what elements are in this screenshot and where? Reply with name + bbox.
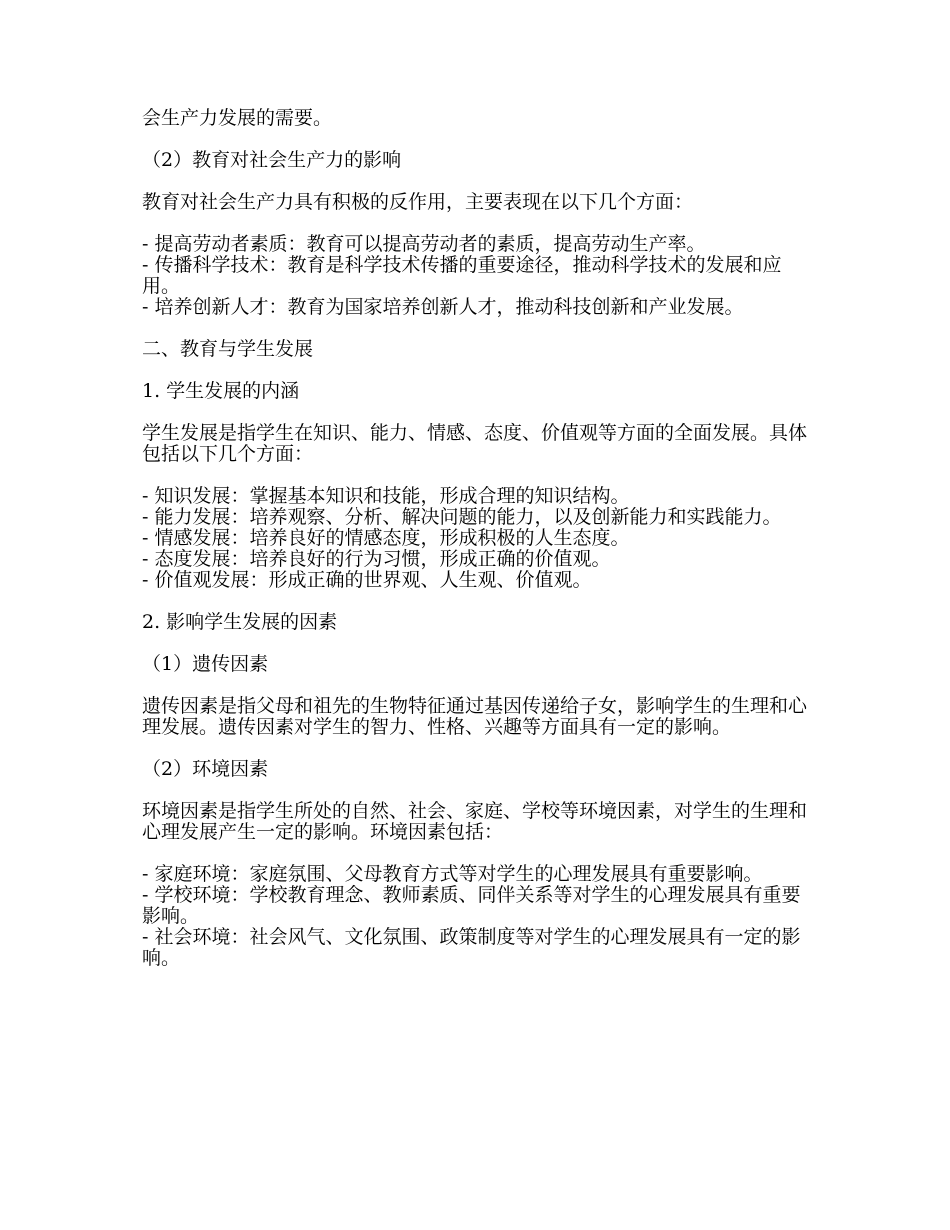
environment-list: [142, 864, 808, 969]
document-page: [142, 108, 808, 990]
intro-education-productivity: 教育对社会生产力具有积极的反作用，主要表现在以下几个方面：: [142, 191, 694, 213]
list-item: - 培养创新人才：教育为国家培养创新人才，推动科技创新和产业发展。: [142, 296, 744, 318]
environment-paragraph: 环境因素是指学生所处的自然、社会、家庭、学校等环境因素，对学生的生理和心理发展产生一定的影响。环境因素包括：: [142, 800, 808, 843]
list-item: - 态度发展：培养良好的行为习惯，形成正确的价值观。: [142, 548, 611, 570]
list-item: - 情感发展：培养良好的情感态度，形成积极的人生态度。: [142, 527, 630, 549]
list-item: - 能力发展：培养观察、分析、解决问题的能力，以及创新能力和实践能力。: [142, 506, 782, 528]
heredity-paragraph: 遗传因素是指父母和祖先的生物特征通过基因传递给子女，影响学生的生理和心理发展。遗传因素对学生的智力、性格、兴趣等方面具有一定的影响。: [142, 695, 808, 738]
continuation-text: 会生产力发展的需要。: [142, 107, 333, 129]
development-list: [142, 486, 808, 591]
list-item: - 家庭环境：家庭氛围、父母教育方式等对学生的心理发展具有重要影响。: [142, 863, 763, 885]
heading-heredity: （1）遗传因素: [142, 653, 269, 675]
section-heading-student-development: 二、教育与学生发展: [142, 338, 314, 360]
meaning-paragraph: 学生发展是指学生在知识、能力、情感、态度、价值观等方面的全面发展。具体包括以下几个方面：: [142, 422, 808, 465]
productivity-list: [142, 234, 808, 318]
heading-meaning: 1. 学生发展的内涵: [142, 380, 300, 402]
heading-factors: 2. 影响学生发展的因素: [142, 611, 338, 633]
heading-environment: （2）环境因素: [142, 758, 269, 780]
list-item: - 学校环境：学校教育理念、教师素质、同伴关系等对学生的心理发展具有重要影响。: [142, 884, 801, 927]
heading-education-productivity: （2）教育对社会生产力的影响: [142, 149, 402, 171]
list-item: - 传播科学技术：教育是科学技术传播的重要途径，推动科学技术的发展和应用。: [142, 254, 782, 297]
list-item: - 社会环境：社会风气、文化氛围、政策制度等对学生的心理发展具有一定的影响。: [142, 926, 801, 969]
list-item: - 知识发展：掌握基本知识和技能，形成合理的知识结构。: [142, 485, 630, 507]
list-item: - 价值观发展：形成正确的世界观、人生观、价值观。: [142, 569, 592, 591]
list-item: - 提高劳动者素质：教育可以提高劳动者的素质，提高劳动生产率。: [142, 233, 706, 255]
